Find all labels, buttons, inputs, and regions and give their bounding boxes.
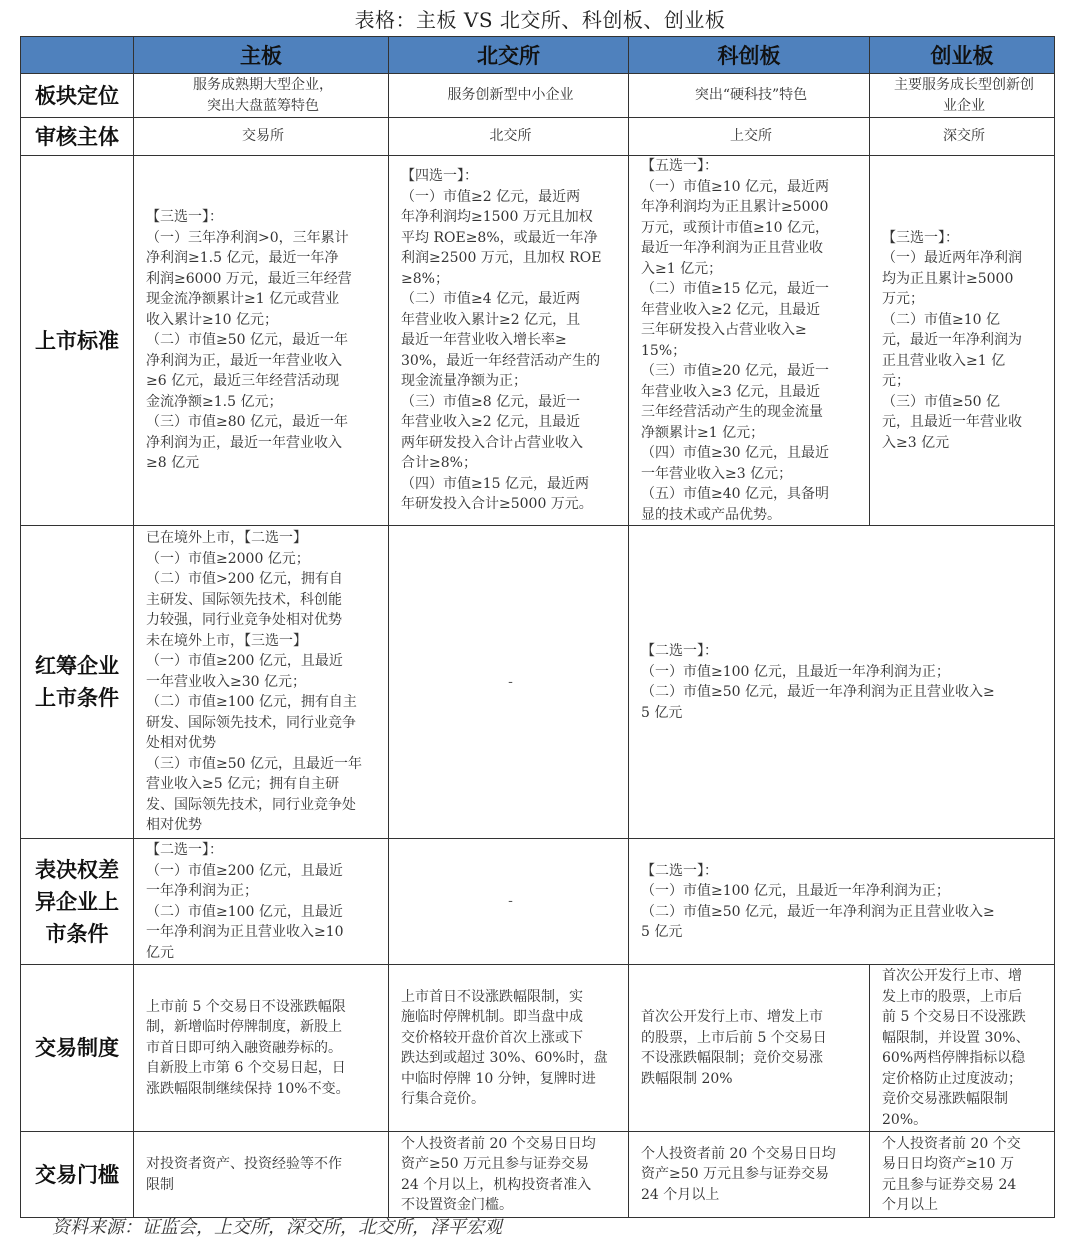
cell-positioning-star: 突出“硬科技”特色 — [629, 74, 870, 118]
comparison-table — [20, 36, 1055, 1218]
cell-dual-class-star-chinext: 【二选一】： （一）市值≥100 亿元，且最近一年净利润为正； （二）市值≥50 亿元，最近一年净利润为正且营业收入≥ 5 亿元 — [629, 839, 1055, 965]
cell-review-chinext: 深交所 — [870, 118, 1055, 156]
row-label-threshold: 交易门槛 — [21, 1132, 134, 1218]
table-header-row — [21, 37, 1055, 74]
row-label-trading: 交易制度 — [21, 965, 134, 1132]
cell-vie-bse: - — [389, 526, 629, 839]
header-bse: 北交所 — [389, 37, 629, 74]
cell-vie-main: 已在境外上市，【二选一】 （一）市值≥2000 亿元； （二）市值>200 亿元，拥有自 主研发、国际领先技术，科创能 力较强，同行业竞争处相对优势 未在境外上市，【三选一】 （一）市值≥200 亿元，且最近 一年营业收入≥30 亿元； （二）市值≥100 亿元，拥有自主 研发、国际领先技术，同行业竞争 处相对优势 （三）市值≥50 亿元，且最近一年 营业收入≥5 亿元；拥有自主研 发、国际领先技术，同行业竞争处 相对优势 — [134, 526, 389, 839]
table-row-dual-class — [21, 839, 1055, 965]
row-label-review: 审核主体 — [21, 118, 134, 156]
table-row-positioning — [21, 74, 1055, 118]
table-row-vie — [21, 526, 1055, 839]
cell-threshold-main: 对投资者资产、投资经验等不作 限制 — [134, 1132, 389, 1218]
cell-review-star: 上交所 — [629, 118, 870, 156]
cell-listing-main: 【三选一】： （一）三年净利润>0，三年累计 净利润≥1.5 亿元，最近一年净 利润≥6000 万元，最近三年经营 现金流净额累计≥1 亿元或营业 收入累计≥10 亿元； （二）市值≥50 亿元，最近一年 净利润为正，最近一年营业收入 ≥6 亿元，最近三年经营活动现 金流净额≥1.5 亿元； （三）市值≥80 亿元，最近一年 净利润为正，最近一年营业收入 ≥8 亿元 — [134, 156, 389, 526]
cell-vie-star-chinext: 【二选一】： （一）市值≥100 亿元，且最近一年净利润为正； （二）市值≥50 亿元，最近一年净利润为正且营业收入≥ 5 亿元 — [629, 526, 1055, 839]
cell-trading-star: 首次公开发行上市、增发上市 的股票，上市后前 5 个交易日 不设涨跌幅限制；竞价交易涨 跌幅限制 20% — [629, 965, 870, 1132]
table-row-listing — [21, 156, 1055, 526]
cell-threshold-star: 个人投资者前 20 个交易日日均 资产≥50 万元且参与证券交易 24 个月以上 — [629, 1132, 870, 1218]
cell-review-bse: 北交所 — [389, 118, 629, 156]
row-label-dual-class: 表决权差 异企业上 市条件 — [21, 839, 134, 965]
cell-listing-star: 【五选一】： （一）市值≥10 亿元，最近两 年净利润均为正且累计≥5000 万元，或预计市值≥10 亿元， 最近一年净利润为正且营业收 入≥1 亿元； （二）市值≥15 亿元，最近一 年营业收入≥2 亿元，且最近 三年研发投入占营业收入≥ 15%； （三）市值≥20 亿元，最近一 年营业收入≥3 亿元，且最近 三年经营活动产生的现金流量 净额累计≥1 亿元； （四）市值≥30 亿元，且最近 一年营业收入≥3 亿元； （五）市值≥40 亿元，具备明 显的技术或产品优势。 — [629, 156, 870, 526]
header-star-market: 科创板 — [629, 37, 870, 74]
cell-trading-bse: 上市首日不设涨跌幅限制，实 施临时停牌机制。即当盘中成 交价格较开盘价首次上涨或下 跌达到或超过 30%、60%时，盘 中临时停牌 10 分钟，复牌时进 行集合竞价。 — [389, 965, 629, 1132]
cell-listing-bse: 【四选一】： （一）市值≥2 亿元，最近两 年净利润均≥1500 万元且加权 平均 ROE≥8%，或最近一年净 利润≥2500 万元，且加权 ROE ≥8%； （二）市值≥4 亿元，最近两 年营业收入累计≥2 亿元，且 最近一年营业收入增长率≥ 30%，最近一年经营活动产生的 现金流量净额为正； （三）市值≥8 亿元，最近一 年营业收入≥2 亿元，且最近 两年研发投入合计占营业收入 合计≥8%； （四）市值≥15 亿元，最近两 年研发投入合计≥5000 万元。 — [389, 156, 629, 526]
row-label-vie: 红筹企业 上市条件 — [21, 526, 134, 839]
row-label-positioning: 板块定位 — [21, 74, 134, 118]
row-label-listing: 上市标准 — [21, 156, 134, 526]
source-note: 资料来源：证监会，上交所，深交所，北交所，泽平宏观 — [52, 1217, 502, 1238]
cell-trading-main: 上市前 5 个交易日不设涨跌幅限 制，新增临时停牌制度，新股上 市首日即可纳入融资融券标的。 自新股上市第 6 个交易日起，日 涨跌幅限制继续保持 10%不变。 — [134, 965, 389, 1132]
table-row-threshold — [21, 1132, 1055, 1218]
cell-listing-chinext: 【三选一】： （一）最近两年净利润 均为正且累计≥5000 万元； （二）市值≥10 亿 元，最近一年净利润为 正且营业收入≥1 亿 元； （三）市值≥50 亿 元，且最近一年营业收 入≥3 亿元 — [870, 156, 1055, 526]
table-row-trading — [21, 965, 1055, 1132]
header-corner — [21, 37, 134, 74]
table-row-review — [21, 118, 1055, 156]
cell-threshold-chinext: 个人投资者前 20 个交 易日日均资产≥10 万 元且参与证券交易 24 个月以上 — [870, 1132, 1055, 1218]
cell-positioning-chinext: 主要服务成长型创新创 业企业 — [870, 74, 1055, 118]
cell-dual-class-bse: - — [389, 839, 629, 965]
header-main-board: 主板 — [134, 37, 389, 74]
cell-positioning-bse: 服务创新型中小企业 — [389, 74, 629, 118]
cell-review-main: 交易所 — [134, 118, 389, 156]
cell-threshold-bse: 个人投资者前 20 个交易日日均 资产≥50 万元且参与证券交易 24 个月以上，机构投资者准入 不设置资金门槛。 — [389, 1132, 629, 1218]
header-chinext: 创业板 — [870, 37, 1055, 74]
cell-dual-class-main: 【二选一】： （一）市值≥200 亿元，且最近 一年净利润为正； （二）市值≥100 亿元，且最近 一年净利润为正且营业收入≥10 亿元 — [134, 839, 389, 965]
cell-trading-chinext: 首次公开发行上市、增 发上市的股票，上市后 前 5 个交易日不设涨跌 幅限制，并设置 30%、 60%两档停牌指标以稳 定价格防止过度波动； 竞价交易涨跌幅限制 20%。 — [870, 965, 1055, 1132]
cell-positioning-main: 服务成熟期大型企业， 突出大盘蓝筹特色 — [134, 74, 389, 118]
table-caption: 表格：主板 VS 北交所、科创板、创业板 — [354, 8, 726, 32]
